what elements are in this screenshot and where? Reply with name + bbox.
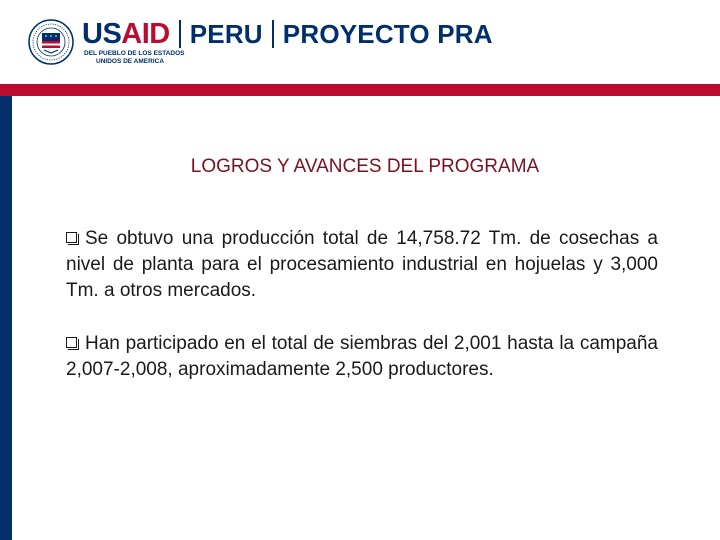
wordmark (82, 19, 493, 66)
bullet-paragraph-1 (66, 226, 658, 304)
checkbox-bullet-icon (66, 337, 77, 348)
slide-title: LOGROS Y AVANCES DEL PROGRAMA (190, 156, 540, 177)
checkbox-bullet-icon (66, 232, 77, 243)
logo-divider (179, 20, 181, 48)
brand-aid: AID (121, 17, 170, 50)
usaid-text (82, 19, 170, 49)
bullet-text-1: Se obtuvo una producción total de 14,758.72 Tm. de cosechas a nivel de planta para el procesamiento industrial en hojuelas y 3,000 Tm. a otros mercados. (66, 228, 658, 301)
header (0, 0, 720, 84)
tagline-line-1: DEL PUEBLO DE LOS ESTADOS (84, 49, 185, 57)
brand-us: US (82, 17, 122, 50)
bullet-paragraph-2 (66, 331, 658, 383)
partner-country: PERU (189, 18, 263, 49)
bullet-text-2: Han participado en el total de siembras del 2,001 hasta la campaña 2,007-2,008, aproximadamente 2,500 productores. (66, 333, 658, 380)
usaid-logo (28, 14, 493, 70)
logo-divider-2 (272, 20, 274, 48)
tagline-line-2: UNIDOS DE AMERICA (96, 57, 165, 65)
usaid-seal-icon (28, 19, 74, 65)
red-accent-bar (0, 84, 720, 96)
partner-project: PROYECTO PRA (282, 18, 493, 49)
tagline (84, 50, 493, 66)
